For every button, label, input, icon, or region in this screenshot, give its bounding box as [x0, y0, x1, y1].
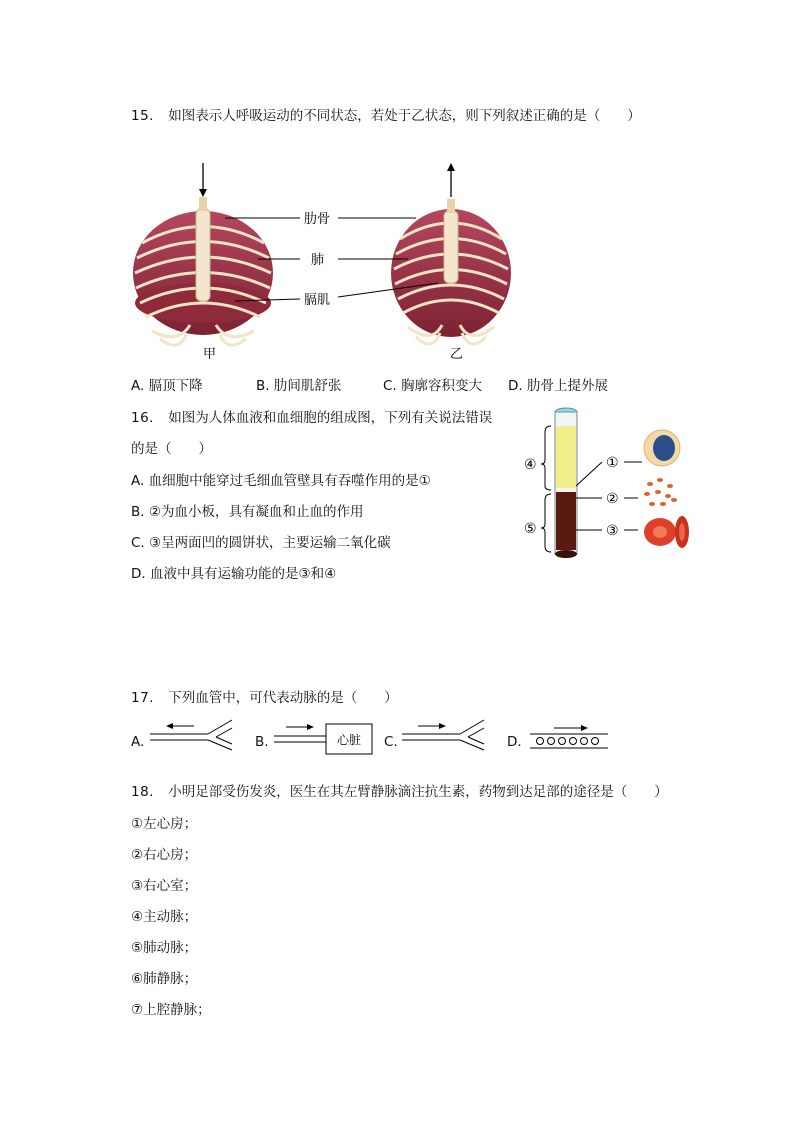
- label-rib: 肋骨: [304, 212, 331, 227]
- q18-item-1: ①左心房；: [131, 816, 198, 832]
- q15-stem-text: 如图表示人呼吸运动的不同状态，若处于乙状态，则下列叙述正确的是（ ）: [168, 108, 641, 124]
- mark-3: ③: [606, 523, 619, 539]
- breathing-figure: [120, 155, 540, 370]
- q17-option-d[interactable]: D.: [507, 734, 522, 750]
- q16-stem-text: 如图为人体血液和血细胞的组成图，下列有关说法错误: [168, 410, 493, 426]
- q15-stem: [131, 104, 641, 124]
- white-blood-cell: [644, 430, 680, 466]
- q16-stem-line2: 的是（ ）: [131, 441, 212, 457]
- q16-option-b[interactable]: B. ②为血小板，具有凝血和止血的作用: [131, 504, 364, 520]
- ribcage-right: [391, 199, 511, 344]
- blood-figure: [520, 400, 700, 565]
- q18-number: 18.: [131, 784, 154, 800]
- vessel-c: [398, 716, 498, 752]
- q17-option-b[interactable]: B.: [255, 734, 269, 750]
- mark-4: ④: [524, 457, 537, 473]
- q18-item-6: ⑥肺静脉；: [131, 971, 198, 987]
- mark-5: ⑤: [524, 521, 537, 537]
- q16-option-d[interactable]: D. 血液中具有运输功能的是③和④: [131, 566, 337, 582]
- q18-item-5: ⑤肺动脉；: [131, 940, 198, 956]
- red-blood-cells: [644, 516, 689, 548]
- ribcage-left: [133, 197, 273, 345]
- q15-number: 15.: [131, 108, 154, 124]
- q15-option-c[interactable]: C. 胸廓容积变大: [383, 378, 483, 394]
- q15-option-d[interactable]: D. 肋骨上提外展: [508, 378, 608, 394]
- q18-item-3: ③右心室；: [131, 878, 198, 894]
- vessel-a: [146, 716, 241, 752]
- up-arrow-icon: [447, 163, 455, 197]
- down-arrow-icon: [199, 163, 207, 197]
- q17-option-a[interactable]: A.: [131, 734, 145, 750]
- mark-2: ②: [606, 491, 619, 507]
- q16-stem-line1: [131, 406, 492, 426]
- q18-item-2: ②右心房；: [131, 847, 198, 863]
- q18-stem-text: 小明足部受伤发炎，医生在其左臂静脉滴注抗生素，药物到达足部的途径是（ ）: [168, 784, 668, 800]
- q18-stem: [131, 780, 668, 800]
- q17-number: 17.: [131, 690, 154, 706]
- q16-number: 16.: [131, 410, 154, 426]
- q16-option-c[interactable]: C. ③呈两面凹的圆饼状，主要运输二氧化碳: [131, 535, 391, 551]
- vessel-b: [270, 716, 380, 756]
- vessel-d: [524, 722, 614, 752]
- platelets: [644, 478, 677, 506]
- q15-option-a[interactable]: A. 膈顶下降: [131, 378, 203, 394]
- caption-left: 甲: [203, 347, 217, 362]
- test-tube: [555, 408, 577, 558]
- q17-stem-text: 下列血管中，可代表动脉的是（ ）: [168, 690, 398, 706]
- q17-option-c[interactable]: C.: [384, 734, 398, 750]
- label-diaphragm: 膈肌: [304, 293, 331, 308]
- label-lung: 肺: [311, 253, 325, 268]
- q18-item-4: ④主动脉；: [131, 909, 198, 925]
- caption-right: 乙: [450, 347, 464, 362]
- q16-option-a[interactable]: A. 血细胞中能穿过毛细血管壁具有吞噬作用的是①: [131, 473, 431, 489]
- q17-stem: [131, 686, 398, 706]
- q15-option-b[interactable]: B. 肋间肌舒张: [256, 378, 342, 394]
- q18-item-7: ⑦上腔静脉；: [131, 1002, 211, 1018]
- mark-1: ①: [606, 455, 619, 471]
- heart-label: 心脏: [336, 733, 362, 747]
